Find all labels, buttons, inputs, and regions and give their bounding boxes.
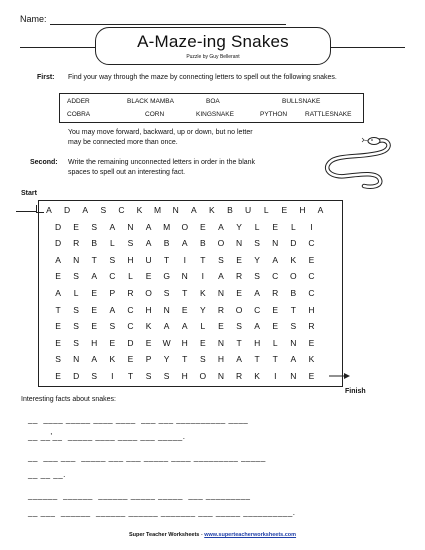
maze-letter[interactable]: M — [154, 205, 162, 215]
maze-letter[interactable]: E — [73, 221, 79, 232]
maze-letter[interactable]: R — [127, 288, 134, 298]
maze-letter[interactable]: C — [308, 238, 315, 249]
maze-letter[interactable]: R — [308, 321, 315, 332]
maze-letter[interactable]: B — [290, 288, 297, 298]
maze-letter[interactable]: T — [236, 337, 242, 348]
maze-letter[interactable]: D — [127, 337, 134, 348]
maze-letter[interactable]: T — [55, 304, 61, 315]
answer-blank-line[interactable]: __ __'__ _____ ____ ____ ___ _____. — [28, 432, 186, 441]
maze-letter[interactable]: N — [172, 205, 179, 215]
maze-letter[interactable]: O — [181, 221, 189, 232]
second-line-1: Write the remaining unconnected letters in order in the blank — [68, 159, 256, 166]
start-marker-line — [16, 211, 36, 212]
footer-separator: - — [199, 532, 205, 538]
maze-letter[interactable]: C — [254, 304, 261, 315]
maze-letter[interactable]: P — [145, 354, 152, 365]
maze-letter[interactable]: O — [145, 288, 152, 298]
byline: Puzzle by Guy Bellerant — [186, 54, 240, 60]
name-line[interactable] — [50, 24, 286, 25]
maze-letter[interactable]: G — [163, 271, 170, 282]
maze-letter[interactable]: E — [181, 304, 188, 315]
maze-letter[interactable]: L — [128, 271, 133, 282]
maze-letter[interactable]: A — [218, 271, 224, 282]
maze-letter[interactable]: I — [111, 371, 114, 381]
maze-letter[interactable]: Y — [254, 254, 260, 265]
maze-letter[interactable]: A — [91, 271, 98, 282]
maze-letter[interactable]: N — [290, 337, 297, 348]
maze-letter[interactable]: K — [290, 254, 297, 265]
maze-letter[interactable]: K — [109, 354, 116, 365]
maze-letter[interactable]: U — [145, 254, 152, 265]
maze-letter[interactable]: S — [254, 238, 260, 249]
maze-letter[interactable]: A — [145, 221, 152, 232]
finish-label: Finish — [345, 388, 366, 395]
footer-brand: Super Teacher Worksheets — [128, 532, 200, 538]
maze-letter[interactable]: A — [163, 321, 170, 332]
answer-blank-line[interactable]: __ ___ ______ ______ ______ _______ ___ _____ __________. — [28, 508, 296, 517]
maze-letter[interactable]: Y — [200, 304, 206, 315]
maze-letter[interactable]: I — [310, 221, 313, 232]
maze-letter[interactable]: C — [109, 271, 116, 282]
maze-letter[interactable]: A — [290, 354, 297, 365]
maze-letter[interactable]: E — [200, 337, 206, 348]
maze-letter[interactable]: L — [290, 221, 296, 232]
maze-letter[interactable]: U — [245, 205, 252, 215]
maze-letter[interactable]: T — [290, 304, 296, 315]
maze-letter[interactable]: R — [272, 288, 279, 298]
maze-letter[interactable]: A — [254, 321, 260, 332]
maze-letter[interactable]: E — [236, 288, 242, 298]
maze-letter[interactable]: A — [109, 221, 116, 232]
maze-letter[interactable]: P — [109, 288, 116, 298]
maze-letter[interactable]: N — [181, 271, 188, 282]
maze-letter[interactable]: E — [109, 337, 116, 348]
maze-letter[interactable]: T — [91, 254, 97, 265]
maze-letter[interactable]: S — [290, 321, 297, 332]
maze-letter[interactable]: H — [217, 354, 224, 365]
maze-letter[interactable]: L — [109, 238, 115, 249]
snake-word-box — [59, 93, 364, 123]
maze-letter[interactable]: L — [200, 321, 206, 332]
maze-letter[interactable]: I — [201, 271, 205, 282]
maze-letter[interactable]: D — [54, 238, 62, 249]
maze-letter[interactable]: A — [109, 304, 116, 315]
maze-letter[interactable]: E — [55, 337, 61, 348]
maze-letter[interactable]: E — [55, 271, 61, 282]
maze-letter[interactable]: T — [272, 354, 278, 365]
maze-letter[interactable]: N — [290, 371, 297, 381]
answer-blank-line[interactable]: __ ____ _____ ____ ____ ___ ___ __________ ____ — [28, 415, 249, 424]
rules-line-1: You may move forward, backward, up or down, but no letter — [68, 129, 253, 136]
maze-letter[interactable]: E — [308, 254, 315, 265]
maze-letter[interactable]: A — [254, 288, 260, 298]
answer-blank-line[interactable]: ______ ______ ______ _____ _____ ___ _________ — [28, 491, 251, 500]
rules-line-2: may be connected more than once. — [68, 139, 178, 146]
maze-letter[interactable]: E — [272, 221, 279, 232]
maze-letter[interactable]: E — [55, 321, 61, 332]
maze-letter[interactable]: H — [181, 371, 188, 381]
maze-letter[interactable]: C — [272, 271, 279, 282]
maze-letter[interactable]: T — [182, 354, 188, 365]
maze-letter[interactable]: E — [236, 254, 242, 265]
title-box — [95, 27, 331, 65]
maze-letter[interactable]: M — [163, 221, 171, 232]
maze-letter[interactable]: I — [183, 254, 186, 265]
snake-word: PYTHON — [260, 111, 288, 118]
maze-letter[interactable]: K — [145, 321, 152, 332]
maze-letter[interactable]: Y — [163, 354, 170, 365]
finish-arrow-icon — [329, 372, 351, 380]
maze-letter[interactable]: I — [274, 371, 277, 381]
maze-letter[interactable]: O — [290, 271, 297, 282]
maze-letter[interactable]: S — [127, 238, 134, 249]
facts-label: Interesting facts about snakes: — [21, 396, 116, 403]
maze-letter[interactable]: O — [199, 371, 207, 381]
snake-word: BLACK MAMBA — [127, 98, 174, 105]
maze-letter[interactable]: E — [308, 371, 315, 381]
start-label: Start — [21, 190, 37, 197]
maze-letter[interactable]: S — [236, 321, 242, 332]
maze-letter[interactable]: E — [218, 321, 224, 332]
maze-letter[interactable]: R — [235, 371, 243, 381]
maze-letter[interactable]: D — [64, 205, 71, 215]
maze-letter[interactable]: H — [254, 337, 261, 348]
maze-letter[interactable]: N — [272, 238, 279, 249]
maze-letter[interactable]: S — [109, 254, 116, 265]
maze-letter[interactable]: K — [209, 205, 215, 215]
maze-letter[interactable]: D — [73, 371, 80, 381]
second-line-2: spaces to spell out an interesting fact. — [68, 169, 186, 176]
maze-letter[interactable]: A — [55, 254, 61, 265]
maze-letter[interactable]: L — [254, 221, 260, 232]
maze-letter[interactable]: D — [290, 238, 297, 249]
maze-letter[interactable]: E — [272, 321, 279, 332]
snake-word: KINGSNAKE — [196, 111, 234, 118]
maze-letter[interactable]: A — [91, 354, 98, 365]
maze-letter[interactable]: L — [263, 205, 269, 215]
snake-word: ADDER — [67, 98, 90, 105]
maze-letter[interactable]: B — [227, 205, 233, 215]
maze-letter[interactable]: H — [145, 304, 152, 315]
snake-word: RATTLESNAKE — [305, 111, 352, 118]
maze-letter[interactable]: A — [145, 238, 152, 249]
maze-letter[interactable]: N — [217, 371, 224, 381]
maze-letter[interactable]: A — [46, 205, 52, 215]
maze-letter[interactable]: T — [164, 254, 170, 265]
maze-letter[interactable]: C — [118, 205, 125, 215]
maze-letter[interactable]: T — [200, 254, 206, 265]
maze-letter[interactable]: C — [127, 321, 134, 332]
maze-letter[interactable]: A — [82, 205, 89, 215]
maze-letter[interactable]: A — [181, 321, 188, 332]
maze-letter[interactable]: C — [127, 304, 134, 315]
maze-letter[interactable]: T — [182, 288, 188, 298]
maze-letter[interactable]: S — [109, 321, 116, 332]
maze-letter[interactable]: N — [235, 238, 243, 249]
maze-letter[interactable]: E — [200, 221, 206, 232]
maze-letter[interactable]: N — [217, 337, 224, 348]
maze-letter[interactable]: H — [91, 337, 98, 348]
maze-letter[interactable]: N — [163, 304, 170, 315]
maze-letter[interactable]: K — [200, 288, 206, 298]
snake-illustration-icon — [318, 128, 394, 190]
answer-blank-line[interactable]: __ ___ ___ _____ ___ ___ _____ ____ _________ _____ — [28, 453, 266, 462]
maze-letter[interactable]: D — [54, 221, 62, 232]
maze-letter[interactable]: S — [73, 304, 79, 315]
maze-letter[interactable]: S — [200, 354, 206, 365]
maze-letter[interactable]: T — [254, 354, 260, 365]
maze-letter[interactable]: B — [200, 238, 206, 249]
maze-letter[interactable]: S — [145, 371, 152, 381]
maze-letter[interactable]: H — [127, 254, 134, 265]
answer-blank-line[interactable]: __ __ __. — [28, 470, 66, 479]
maze-letter[interactable]: S — [163, 371, 170, 381]
maze-letter[interactable]: E — [91, 304, 98, 315]
maze-letter[interactable]: H — [308, 304, 315, 315]
first-instructions: Find your way through the maze by connecting letters to spell out the following snakes. — [68, 74, 337, 81]
maze-letter[interactable]: K — [136, 205, 143, 215]
snake-word: CORN — [145, 111, 165, 118]
maze-letter[interactable]: S — [91, 371, 98, 381]
maze-letter[interactable]: K — [308, 354, 315, 365]
maze-letter[interactable]: A — [317, 205, 324, 215]
maze-letter[interactable]: E — [145, 271, 152, 282]
snake-word: BOA — [206, 98, 220, 105]
maze-letter[interactable]: E — [55, 371, 61, 381]
maze-letter[interactable]: S — [73, 337, 79, 348]
footer-link[interactable]: www.superteacherworksheets.com — [204, 532, 297, 538]
maze-letter[interactable]: E — [91, 288, 98, 298]
maze-letter[interactable]: T — [127, 371, 134, 381]
maze-letter[interactable]: O — [235, 304, 243, 315]
footer — [0, 532, 425, 538]
maze-letter[interactable]: C — [308, 288, 315, 298]
maze-letter[interactable]: C — [308, 271, 315, 282]
maze-letter[interactable]: B — [91, 238, 98, 249]
maze-letter[interactable]: H — [299, 205, 306, 215]
maze-letter[interactable]: E — [91, 321, 98, 332]
maze-letter[interactable]: E — [281, 205, 288, 215]
maze-letter[interactable]: N — [217, 288, 224, 298]
maze-letter[interactable]: L — [272, 337, 278, 348]
maze-letter[interactable]: E — [272, 304, 279, 315]
maze-letter[interactable]: E — [308, 337, 315, 348]
maze-letter[interactable]: S — [73, 271, 79, 282]
maze-letter[interactable]: R — [73, 238, 80, 249]
maze-letter[interactable]: S — [91, 221, 98, 232]
maze-letter[interactable]: A — [236, 354, 242, 365]
maze-letter[interactable]: W — [162, 337, 171, 348]
title-rule-right — [331, 47, 405, 48]
maze-letter[interactable]: N — [73, 354, 80, 365]
title-rule-left — [20, 47, 95, 48]
maze-letter[interactable]: S — [55, 354, 61, 365]
maze-letter[interactable]: K — [254, 371, 260, 381]
maze-letter[interactable]: H — [181, 337, 188, 348]
maze-letter[interactable]: R — [217, 304, 224, 315]
maze-letter[interactable]: A — [55, 288, 61, 298]
snake-word: COBRA — [67, 111, 91, 118]
maze-letter[interactable]: S — [100, 205, 107, 215]
name-label: Name: — [20, 14, 47, 24]
maze-letter[interactable]: E — [145, 337, 152, 348]
first-label: First: — [37, 74, 55, 81]
maze-letter[interactable]: O — [217, 238, 225, 249]
maze-letter[interactable]: L — [73, 288, 79, 298]
letter-maze — [38, 200, 343, 387]
maze-letter[interactable]: E — [127, 354, 134, 365]
maze-letter[interactable]: S — [254, 271, 260, 282]
maze-letter[interactable]: R — [235, 271, 243, 282]
maze-letter[interactable]: N — [73, 254, 80, 265]
page-title: A-Maze-ing Snakes — [137, 32, 289, 51]
maze-letter[interactable]: A — [218, 221, 224, 232]
name-row — [20, 14, 400, 28]
maze-letter[interactable]: S — [218, 254, 224, 265]
maze-letter[interactable]: N — [127, 221, 134, 232]
maze-letter[interactable]: B — [163, 238, 170, 249]
maze-letter[interactable]: A — [181, 238, 188, 249]
maze-letter[interactable]: Y — [236, 221, 242, 232]
second-label: Second: — [30, 159, 58, 166]
maze-letter[interactable]: S — [163, 288, 170, 298]
maze-letter[interactable]: A — [272, 254, 279, 265]
maze-letter[interactable]: A — [190, 205, 197, 215]
snake-word: BULLSNAKE — [282, 98, 321, 105]
maze-letter[interactable]: S — [73, 321, 79, 332]
